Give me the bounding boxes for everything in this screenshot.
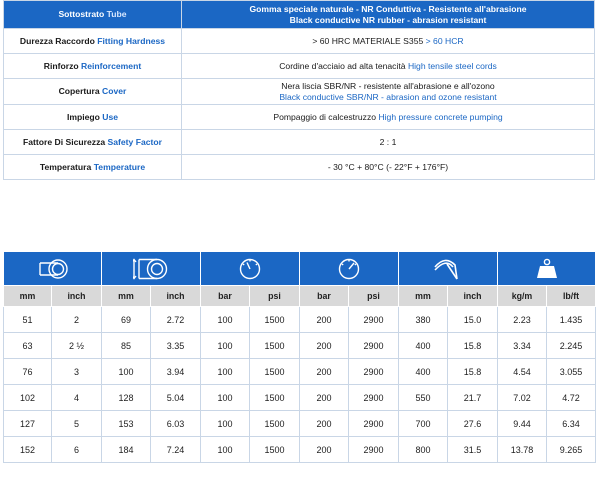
label-en: Tube [106,9,127,20]
label-en: Cover [102,86,127,97]
table-cell: 4 [52,385,102,411]
unit-cell: lb/ft [547,286,596,307]
spec-label [4,105,182,130]
value-en: High tensile steel cords [407,60,497,71]
value-en: High pressure concrete pumping [378,111,503,122]
table-cell: 550 [399,385,448,411]
table-cell: 1500 [250,307,300,333]
table-cell: 700 [399,411,448,437]
table-cell: 200 [300,359,349,385]
spec-header-value [182,1,595,29]
table-cell: 3 [52,359,102,385]
value-it: 2 : 1 [379,136,397,147]
table-cell: 85 [102,333,151,359]
label-it: Fattore Di Sicurezza [23,136,106,147]
spec-header-label [4,1,182,29]
unit-cell: psi [250,286,300,307]
table-row [4,385,596,411]
table-row [4,307,596,333]
weight-header [498,252,596,286]
value-en: > 60 HCR [425,35,464,46]
table-cell: 1500 [250,385,300,411]
spec-label [4,130,182,155]
label-it: Durezza Raccordo [19,35,95,46]
table-cell: 153 [102,411,151,437]
spec-label [4,79,182,105]
table-cell: 1500 [250,333,300,359]
table-cell: 9.44 [498,411,547,437]
bend-radius-header [399,252,498,286]
table-cell: 3.34 [498,333,547,359]
table-cell: 200 [300,411,349,437]
value-it: Pompaggio di calcestruzzo [273,111,377,122]
table-cell: 200 [300,333,349,359]
table-cell: 100 [201,307,250,333]
spec-label [4,54,182,79]
spec-table [3,0,595,180]
burst-pressure-header [300,252,399,286]
table-cell: 100 [201,385,250,411]
icon-header-row [4,252,596,286]
table-cell: 15.0 [448,307,498,333]
label-it: Temperatura [39,161,92,172]
table-cell: 1.435 [547,307,596,333]
table-cell: 6 [52,437,102,463]
table-cell: 1500 [250,437,300,463]
table-cell: 9.265 [547,437,596,463]
table-cell: 800 [399,437,448,463]
table-cell: 21.7 [448,385,498,411]
table-cell: 5.04 [151,385,201,411]
table-row [4,437,596,463]
value-line-2: Black conductive NR rubber - abrasion resistant [289,14,487,25]
table-cell: 6.03 [151,411,201,437]
spec-value [182,54,595,79]
table-cell: 100 [201,359,250,385]
working-pressure-gauge-icon [238,257,262,281]
table-cell: 152 [4,437,52,463]
label-en: Fitting Hardness [97,35,166,46]
table-cell: 100 [201,411,250,437]
table-cell: 2.245 [547,333,596,359]
unit-cell: inch [52,286,102,307]
table-cell: 2 ½ [52,333,102,359]
table-cell: 128 [102,385,151,411]
label-it: Rinforzo [43,60,79,71]
table-cell: 400 [399,359,448,385]
table-cell: 5 [52,411,102,437]
table-cell: 1500 [250,411,300,437]
spec-value [182,79,595,105]
label-en: Temperature [93,161,146,172]
table-cell: 4.72 [547,385,596,411]
table-cell: 200 [300,437,349,463]
label-it: Copertura [58,86,100,97]
table-cell: 100 [201,333,250,359]
spec-row-cover [4,79,595,105]
size-table [3,252,596,463]
spec-row-reinforcement [4,54,595,79]
table-cell: 3.35 [151,333,201,359]
table-cell: 102 [4,385,52,411]
units-row [4,286,596,307]
table-cell: 4.54 [498,359,547,385]
table-cell: 2.72 [151,307,201,333]
unit-cell: mm [399,286,448,307]
table-cell: 3.94 [151,359,201,385]
value-it: Nera liscia SBR/NR - resistente all'abrasione e all'ozono [281,81,495,91]
table-cell: 63 [4,333,52,359]
label-it: Sottostrato [58,9,105,20]
table-cell: 13.78 [498,437,547,463]
value-it: > 60 HRC MATERIALE S355 [312,35,424,46]
table-cell: 400 [399,333,448,359]
inner-diameter-icon [36,258,70,280]
burst-pressure-gauge-icon [337,257,361,281]
table-cell: 7.24 [151,437,201,463]
value-line-1: Gomma speciale naturale - NR Conduttiva - Resistente all'abrasione [249,4,527,14]
unit-cell: psi [349,286,399,307]
spec-row-temperature [4,155,595,180]
spec-label [4,29,182,54]
weight-icon [535,257,559,281]
value-en: Black conductive SBR/NR - abrasion and ozone resistant [279,91,497,102]
table-cell: 51 [4,307,52,333]
table-row [4,333,596,359]
spec-header-row [4,1,595,29]
table-cell: 7.02 [498,385,547,411]
table-cell: 2.23 [498,307,547,333]
spec-value [182,29,595,54]
table-cell: 100 [102,359,151,385]
spec-row-fitting-hardness [4,29,595,54]
table-cell: 184 [102,437,151,463]
table-cell: 3.055 [547,359,596,385]
table-cell: 1500 [250,359,300,385]
spec-value [182,105,595,130]
table-row [4,359,596,385]
unit-cell: inch [448,286,498,307]
label-en: Use [102,111,119,122]
spec-row-safety-factor [4,130,595,155]
table-cell: 31.5 [448,437,498,463]
spec-label [4,155,182,180]
inner-diameter-header [4,252,102,286]
table-cell: 2900 [349,385,399,411]
unit-cell: bar [300,286,349,307]
unit-cell: inch [151,286,201,307]
value-it: - 30 °C + 80°C (- 22°F + 176°F) [327,161,449,172]
value-it: Cordine d'acciaio ad alta tenacità [279,60,406,71]
table-cell: 27.6 [448,411,498,437]
table-cell: 6.34 [547,411,596,437]
table-cell: 2900 [349,411,399,437]
table-cell: 200 [300,307,349,333]
spec-value [182,130,595,155]
size-table-body [4,307,596,463]
table-cell: 2900 [349,359,399,385]
table-cell: 2 [52,307,102,333]
table-cell: 200 [300,385,349,411]
label-en: Safety Factor [107,136,162,147]
label-en: Reinforcement [81,60,142,71]
unit-cell: mm [4,286,52,307]
outer-diameter-icon [133,257,169,281]
outer-diameter-header [102,252,201,286]
label-it: Impiego [66,111,100,122]
table-cell: 127 [4,411,52,437]
table-cell: 15.8 [448,333,498,359]
table-cell: 2900 [349,333,399,359]
working-pressure-header [201,252,300,286]
table-cell: 2900 [349,437,399,463]
table-cell: 100 [201,437,250,463]
table-row [4,411,596,437]
table-cell: 2900 [349,307,399,333]
table-cell: 15.8 [448,359,498,385]
table-cell: 76 [4,359,52,385]
spec-row-use [4,105,595,130]
table-cell: 380 [399,307,448,333]
table-cell: 69 [102,307,151,333]
unit-cell: mm [102,286,151,307]
unit-cell: bar [201,286,250,307]
spec-value [182,155,595,180]
bend-radius-icon [433,257,463,281]
unit-cell: kg/m [498,286,547,307]
